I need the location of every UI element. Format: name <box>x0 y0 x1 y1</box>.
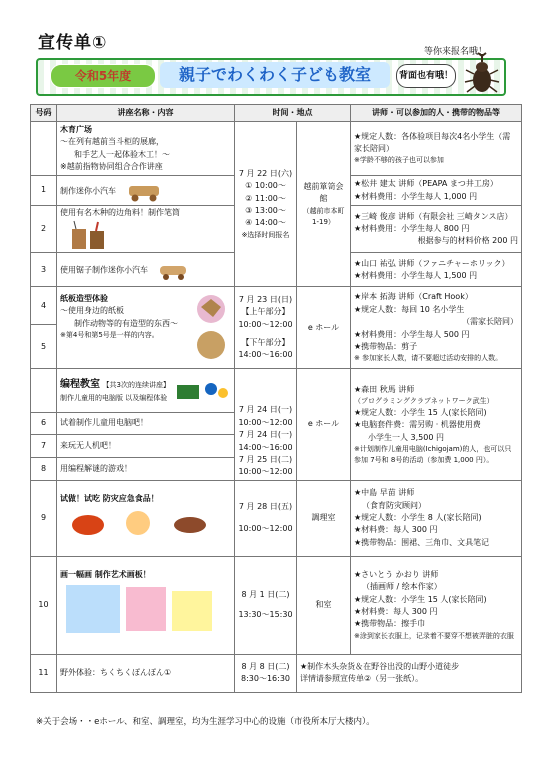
pen-holder-image <box>66 219 110 251</box>
program-item-1: 试着制作儿童用电脑吧！ <box>57 412 235 435</box>
wood-item-3-label: 使用锯子制作迷你小汽车 <box>60 265 148 275</box>
program-instructor-org: （プログラミングクラブネットワーク武生） <box>354 396 494 405</box>
food-title: 试做！试吃 防灾应急食品！ <box>60 493 159 503</box>
col-number: 号码 <box>31 105 57 122</box>
paper-fee: ★材料费用：小学生每人 500 円 <box>354 329 470 339</box>
paper-am-time: 10:00～12:00 <box>238 319 293 329</box>
program-capacity: ★规定人数：小学生 15 人(家长陪同) <box>354 407 487 417</box>
wood-item-2-label: 使用有名木种的边角料！制作笔筒 <box>60 208 180 217</box>
program-date-3: 7 月 25 日(二) <box>238 454 293 464</box>
banner-title: 親子でわくわく子ども教室 <box>160 62 390 88</box>
wood-item-1-fee: ★材料费用：小学生每人 1,000 円 <box>354 191 478 201</box>
wood-slot-note: ※选择时间报名 <box>241 230 290 239</box>
program-tag: 【共3次的连续讲座】 <box>102 381 171 390</box>
row-number: 1 <box>31 176 57 206</box>
wood-slot-3: ③ 13:00～ <box>245 205 286 215</box>
wood-item-3-fee: ★材料费用：小学生每人 1,500 円 <box>354 270 478 280</box>
banner-badge: 背面也有哦！ <box>396 64 456 88</box>
art-info <box>351 556 522 654</box>
wood-item-3 <box>57 253 235 287</box>
col-instructor: 讲师・可以参加的人・携带的物品等 <box>351 105 522 122</box>
program-item-3: 用编程解谜的游戏！ <box>57 458 235 481</box>
food-place: 調理室 <box>297 480 351 556</box>
food-time <box>235 480 297 556</box>
outdoor-date: 8 月 8 日(二) <box>241 661 290 671</box>
row-number: 8 <box>31 458 57 481</box>
program-title: 编程教室 <box>60 379 100 391</box>
art-time <box>235 556 297 654</box>
paper-pm-time: 14:00～16:00 <box>238 350 293 360</box>
wood-slot-1: ① 10:00～ <box>245 181 286 191</box>
food-image <box>60 505 220 539</box>
outdoor-time <box>235 654 297 692</box>
row-number: 9 <box>31 480 57 556</box>
paper-sub1: ～使用身边的纸板 <box>60 306 124 316</box>
program-instructor: ★森田 秋馬 讲师 <box>354 384 415 394</box>
food-date: 7 月 28 日(五) <box>238 501 293 511</box>
program-item-2: 来玩无人机吧！ <box>57 435 235 458</box>
wood-item-1-label: 制作迷你小汽车 <box>60 186 116 195</box>
row-number: 11 <box>31 654 57 692</box>
outdoor-hours: 8:30～16:30 <box>240 674 291 684</box>
paper-place: e ホール <box>297 287 351 369</box>
wood-item-2 <box>57 206 235 253</box>
wood-place-sub: （越前市本町1-19） <box>302 206 345 226</box>
paper-content <box>57 287 235 369</box>
outdoor-detail-2: 详情请参照宣传单②（另一张纸）。 <box>300 674 424 684</box>
wood-sub3: ※越前指物协同组合合作讲座 <box>60 161 163 171</box>
food-fee: ★材料费：每人 300 円 <box>354 525 438 535</box>
art-note: ※涂到家长衣服上，记录着不要穿不想被弄脏的衣服 <box>354 631 514 640</box>
wood-slot-4: ④ 14:00～ <box>245 218 286 228</box>
row-number: 7 <box>31 435 57 458</box>
wood-date: 7 月 22 日(六) <box>238 168 293 178</box>
page-title: 宣传单① <box>38 33 108 53</box>
program-place: e ホール <box>297 369 351 480</box>
program-time-2: 14:00～16:00 <box>238 442 293 452</box>
program-sub: 制作儿童用的电脑版 以及编程体验 <box>60 393 168 402</box>
program-fee: 小学生一人 3,500 円 <box>368 432 444 442</box>
art-place: 和室 <box>297 556 351 654</box>
art-instructor: ★さいとう かおり 讲师 <box>354 569 439 579</box>
wood-item-1 <box>57 176 235 206</box>
wood-capacity: ★规定人数：各体验项目每次4名小学生（需家长陪同） <box>354 131 511 154</box>
program-info <box>351 369 522 480</box>
art-hours: 13:30～15:30 <box>238 610 293 620</box>
food-hours: 10:00～12:00 <box>238 524 293 534</box>
program-time <box>235 369 297 480</box>
food-instructor: ★中島 早苗 讲师 <box>354 488 415 498</box>
beetle-icon <box>462 52 502 96</box>
art-bring: ★携带物品：擦手巾 <box>354 619 426 629</box>
wood-item-1-instructor: ★松井 建太 讲师（PEAPA まつ井工房） <box>354 179 498 189</box>
program-pc-fee: ★电脑套件费：需另购 · 机器使用费 <box>354 420 481 430</box>
paper-bring: ★携带物品：剪子 <box>354 342 418 352</box>
wood-title: 木育广场 <box>60 124 92 134</box>
signup-note: 等你来报名哦！ <box>424 47 488 57</box>
paper-am-label: 【上午部分】 <box>241 307 290 317</box>
row-number: 3 <box>31 253 57 287</box>
paper-date: 7 月 23 日(日) <box>238 294 293 304</box>
food-info <box>351 480 522 556</box>
wood-capacity-note: ※学龄不够的孩子也可以参加 <box>354 156 444 165</box>
col-time-place: 时间・地点 <box>235 105 351 122</box>
art-board-image <box>60 581 220 637</box>
row-number: 4 <box>31 287 57 325</box>
wood-item-2-fee-extra: 根据参与的材料价格 200 円 <box>417 236 518 246</box>
paper-info <box>351 287 522 369</box>
program-time-3: 10:00～12:00 <box>238 467 293 477</box>
wood-intro <box>57 122 235 176</box>
paper-time <box>235 287 297 369</box>
cardboard-image <box>191 293 231 363</box>
outdoor-detail: ★制作木头杂货＆在野谷出没的山野小道徒步 <box>300 661 460 671</box>
art-date: 8 月 1 日(二) <box>241 589 290 599</box>
art-capacity: ★规定人数：小学生 15 人(家长陪同) <box>354 594 487 604</box>
wood-info <box>351 122 522 176</box>
wood-sub1: ～在列有越前当斗柜的展廊， <box>60 137 164 147</box>
col-content: 讲座名称・内容 <box>57 105 235 122</box>
food-capacity: ★规定人数：小学生 8 人(家长陪同) <box>354 513 482 523</box>
row-number: 10 <box>31 556 57 654</box>
program-intro <box>57 369 235 412</box>
program-time-1: 10:00～12:00 <box>238 417 293 427</box>
drone-image <box>173 377 231 403</box>
wood-place <box>297 122 351 287</box>
saw-car-image <box>157 259 193 281</box>
program-date-2: 7 月 24 日(一) <box>238 430 293 440</box>
wood-slot-2: ② 11:00～ <box>245 193 286 203</box>
paper-sub2: 制作动物等的有造型的东西～ <box>74 318 178 328</box>
food-content <box>57 480 235 556</box>
program-note: ※计划制作儿童用电脑(Ichigojam)的人，也可以只参加 7号和 8号的活动（参加费 1,000 円）。 <box>354 444 512 464</box>
wood-item-3-instructor: ★山口 祐弘 讲师（ファニチャーホリック） <box>354 258 510 268</box>
wood-place-name: 越前箪笥会館 <box>303 181 344 204</box>
art-instructor-role: （插画师 / 绘本作家） <box>362 582 442 592</box>
art-content <box>57 556 235 654</box>
wood-item-2-instructor: ★三崎 俊彦 讲师（有限会社 三崎タンス店） <box>354 211 513 221</box>
art-fee: ★材料费：每人 300 円 <box>354 607 438 616</box>
row-number: 6 <box>31 412 57 435</box>
banner-year: 令和5年度 <box>50 64 156 88</box>
program-date-1: 7 月 24 日(一) <box>238 405 293 415</box>
paper-instructor: ★岸本 拓海 讲师（Craft Hook） <box>354 292 473 302</box>
art-title: 画一幅画 制作艺术画板！ <box>60 569 151 579</box>
footer-note: ※关于会场・・eホール、和室、調理室，均为生涯学习中心的设施（市役所本厅大楼内）。 <box>36 717 375 727</box>
paper-sub3: ※第4号和第5号是一样的内容。 <box>60 331 159 340</box>
wood-sub2: 和手艺人一起体验木工！～ <box>74 149 170 159</box>
food-bring: ★携带物品：围裙、三角巾、文具笔记 <box>354 537 490 547</box>
wood-item-2-fee: ★材料费用：小学生每人 800 円 <box>354 224 470 233</box>
program-table <box>30 104 522 693</box>
row-number: 2 <box>31 206 57 253</box>
row-number: 5 <box>31 325 57 369</box>
food-instructor-role: （食育防灾顾问） <box>362 500 426 510</box>
paper-note: ※ 参加家长人数，请不要超过活动安排的人数。 <box>354 354 503 363</box>
outdoor-info <box>297 654 522 692</box>
toy-car-image <box>125 180 165 202</box>
paper-pm-label: 【下午部分】 <box>241 338 290 348</box>
paper-capacity-note: （需家长陪同） <box>462 317 518 327</box>
paper-capacity: ★规定人数：每回 10 名小学生 <box>354 304 465 314</box>
paper-title: 纸板造型体验 <box>60 293 108 303</box>
outdoor-title: 野外体验：ちくちくぽんぽん① <box>57 654 235 692</box>
wood-time <box>235 122 297 287</box>
